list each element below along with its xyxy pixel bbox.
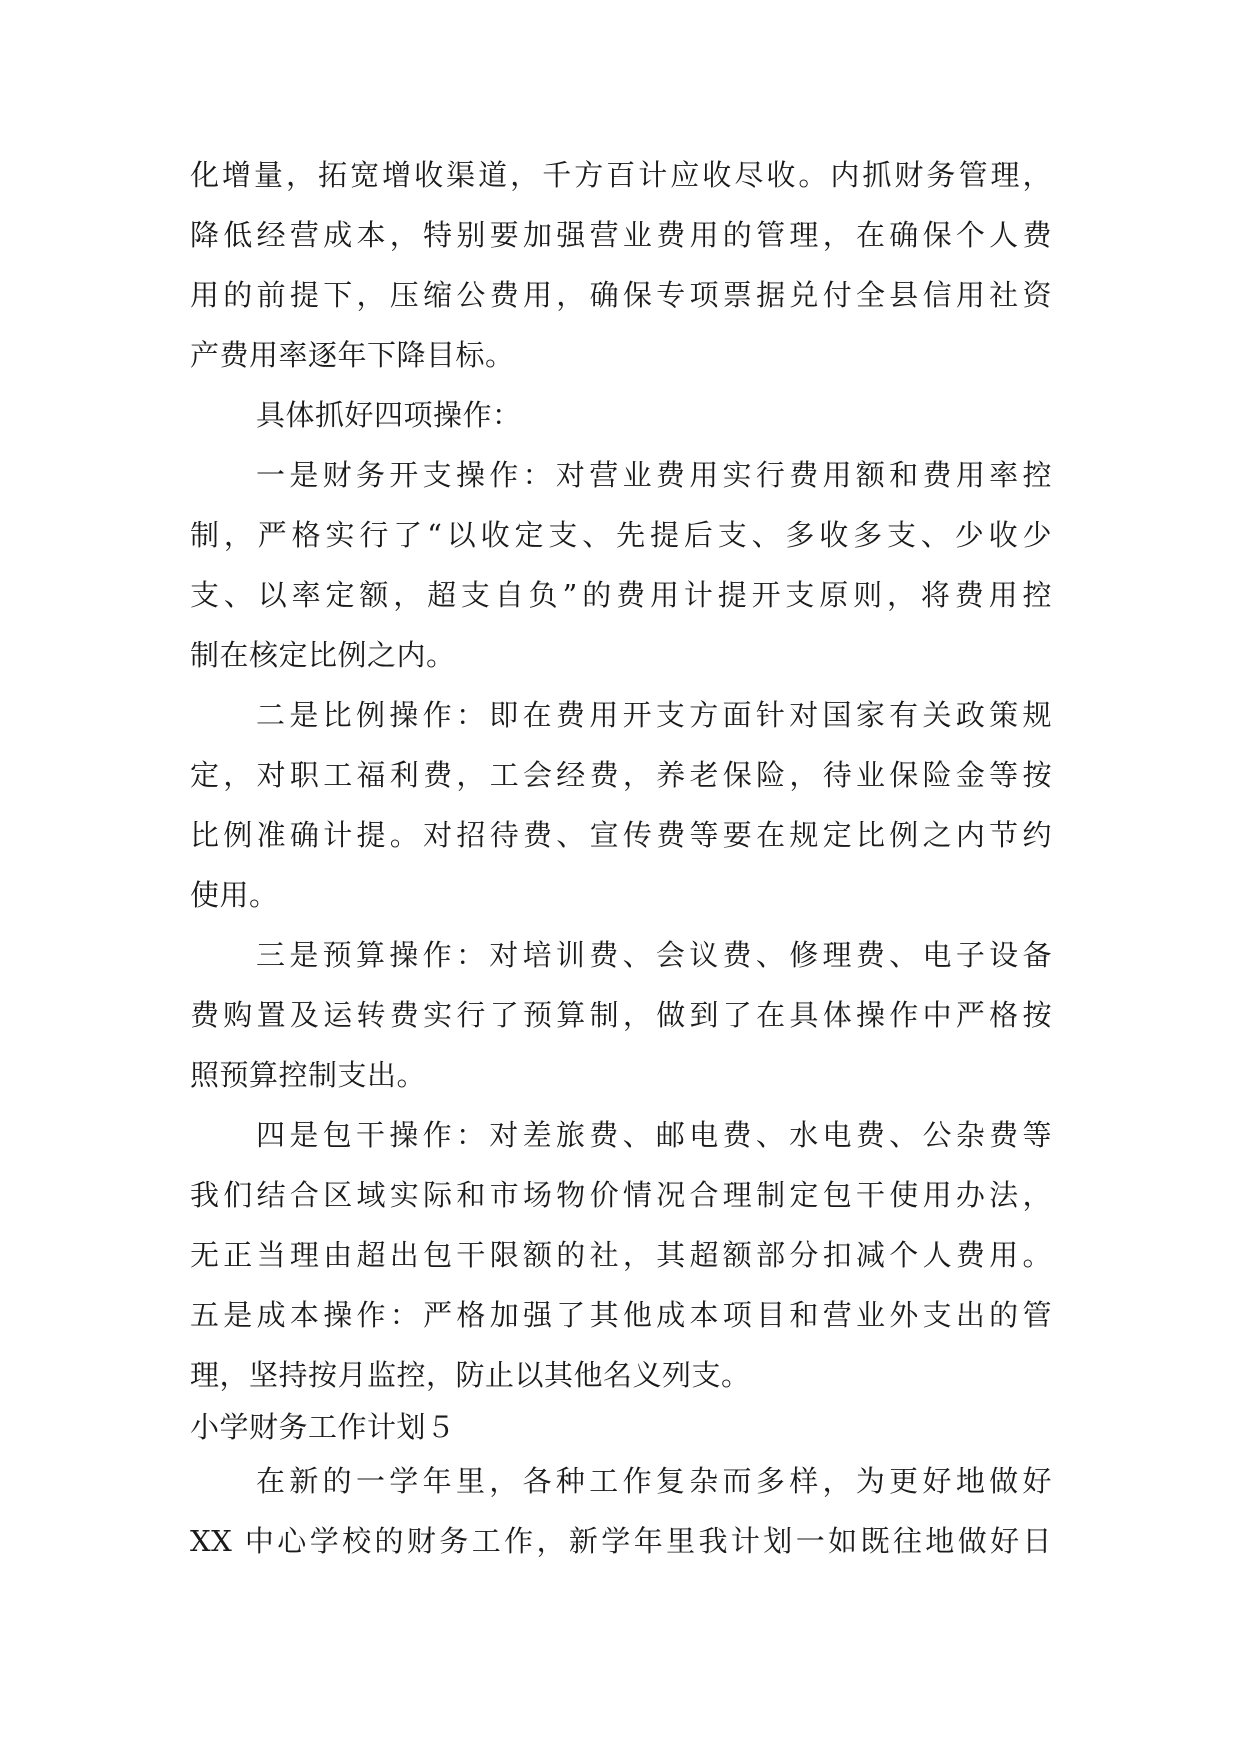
text-line: 使用。 bbox=[190, 878, 279, 912]
text-line: 照预算控制支出。 bbox=[190, 1058, 427, 1092]
text-line: 制在核定比例之内。 bbox=[190, 638, 456, 672]
text-line: 我们结合区域实际和市场物价情况合理制定包干使用办法， bbox=[190, 1178, 1052, 1212]
text-line: 用的前提下，压缩公费用，确保专项票据兑付全县信用社资 bbox=[190, 278, 1052, 312]
text-line: 化增量，拓宽增收渠道，千方百计应收尽收。内抓财务管理， bbox=[190, 158, 1052, 192]
text-line: 定，对职工福利费，工会经费，养老保险，待业保险金等按 bbox=[190, 758, 1052, 792]
text-line: 产费用率逐年下降目标。 bbox=[190, 338, 515, 372]
text-line: 在新的一学年里，各种工作复杂而多样，为更好地做好 bbox=[256, 1464, 1052, 1498]
text-line: 五是成本操作：严格加强了其他成本项目和营业外支出的管 bbox=[190, 1298, 1052, 1332]
text-line: 比例准确计提。对招待费、宣传费等要在规定比例之内节约 bbox=[190, 818, 1052, 852]
text-line: 三是预算操作：对培训费、会议费、修理费、电子设备 bbox=[256, 938, 1052, 972]
text-line: 二是比例操作：即在费用开支方面针对国家有关政策规 bbox=[256, 698, 1052, 732]
paragraph-heading: 具体抓好四项操作： bbox=[256, 398, 522, 432]
text-line: XX 中心学校的财务工作，新学年里我计划一如既往地做好日 bbox=[190, 1524, 1052, 1558]
text-line: 支、以率定额，超支自负”的费用计提开支原则，将费用控 bbox=[190, 578, 1052, 612]
text-line: 四是包干操作：对差旅费、邮电费、水电费、公杂费等 bbox=[256, 1118, 1052, 1152]
text-line: 制，严格实行了“以收定支、先提后支、多收多支、少收少 bbox=[190, 518, 1052, 552]
text-line: 理，坚持按月监控，防止以其他名义列支。 bbox=[190, 1358, 751, 1392]
section-title: 小学财务工作计划５ bbox=[190, 1410, 456, 1444]
text-line: 无正当理由超出包干限额的社，其超额部分扣减个人费用。 bbox=[190, 1238, 1052, 1272]
text-line: 降低经营成本，特别要加强营业费用的管理，在确保个人费 bbox=[190, 218, 1052, 252]
text-line: 一是财务开支操作：对营业费用实行费用额和费用率控 bbox=[256, 458, 1052, 492]
document-body bbox=[190, 160, 1052, 1556]
text-line: 费购置及运转费实行了预算制，做到了在具体操作中严格按 bbox=[190, 998, 1052, 1032]
